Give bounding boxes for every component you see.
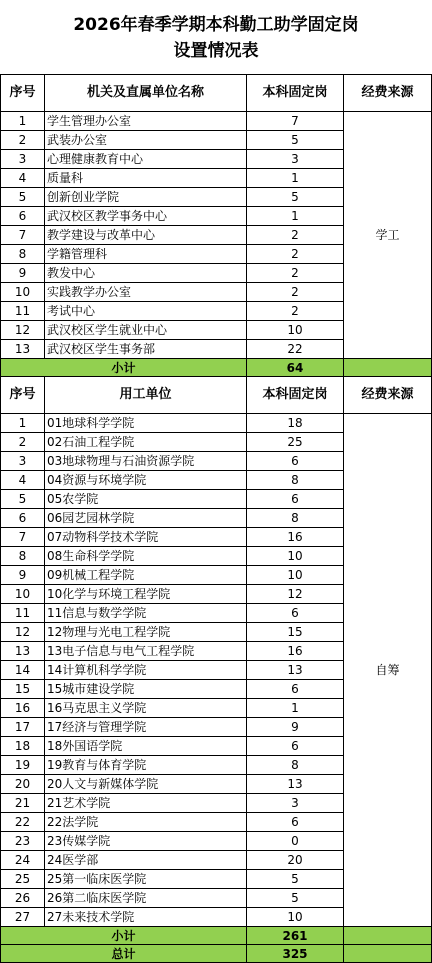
column-header: 机关及直属单位名称: [45, 75, 247, 112]
positions-table: [0, 74, 432, 963]
position-count: 15: [247, 623, 344, 642]
column-header: 序号: [1, 377, 45, 414]
position-count: 1: [247, 699, 344, 718]
unit-name: 12物理与光电工程学院: [45, 623, 247, 642]
unit-name: 14计算机科学学院: [45, 661, 247, 680]
unit-name: 创新创业学院: [45, 188, 247, 207]
row-number: 6: [1, 207, 45, 226]
row-number: 4: [1, 169, 45, 188]
unit-name: 考试中心: [45, 302, 247, 321]
row-number: 25: [1, 870, 45, 889]
position-count: 2: [247, 264, 344, 283]
row-number: 8: [1, 547, 45, 566]
unit-name: 04资源与环境学院: [45, 471, 247, 490]
column-header: 用工单位: [45, 377, 247, 414]
funding-source: 自筹: [344, 414, 432, 927]
position-count: 13: [247, 775, 344, 794]
row-number: 1: [1, 414, 45, 433]
subtotal-empty: [344, 927, 432, 945]
unit-name: 武汉校区学生就业中心: [45, 321, 247, 340]
row-number: 7: [1, 528, 45, 547]
position-count: 2: [247, 226, 344, 245]
unit-name: 19教育与体育学院: [45, 756, 247, 775]
unit-name: 06园艺园林学院: [45, 509, 247, 528]
unit-name: 武汉校区教学事务中心: [45, 207, 247, 226]
row-number: 4: [1, 471, 45, 490]
row-number: 23: [1, 832, 45, 851]
column-header: 本科固定岗: [247, 377, 344, 414]
row-number: 11: [1, 302, 45, 321]
position-count: 0: [247, 832, 344, 851]
position-count: 18: [247, 414, 344, 433]
unit-name: 11信息与数学学院: [45, 604, 247, 623]
position-count: 6: [247, 680, 344, 699]
unit-name: 10化学与环境工程学院: [45, 585, 247, 604]
row-number: 21: [1, 794, 45, 813]
subtotal-row: [1, 359, 432, 377]
position-count: 12: [247, 585, 344, 604]
unit-name: 20人文与新媒体学院: [45, 775, 247, 794]
row-number: 14: [1, 661, 45, 680]
unit-name: 16马克思主义学院: [45, 699, 247, 718]
row-number: 3: [1, 452, 45, 471]
unit-name: 22法学院: [45, 813, 247, 832]
subtotal-value: 261: [247, 927, 344, 945]
unit-name: 13电子信息与电气工程学院: [45, 642, 247, 661]
position-count: 3: [247, 794, 344, 813]
unit-name: 09机械工程学院: [45, 566, 247, 585]
position-count: 2: [247, 245, 344, 264]
row-number: 12: [1, 321, 45, 340]
unit-name: 学籍管理科: [45, 245, 247, 264]
position-count: 5: [247, 870, 344, 889]
row-number: 27: [1, 908, 45, 927]
page-title: 2026年春季学期本科勤工助学固定岗: [73, 15, 359, 35]
row-number: 15: [1, 680, 45, 699]
unit-name: 17经济与管理学院: [45, 718, 247, 737]
position-count: 10: [247, 908, 344, 927]
table-row: [1, 112, 432, 131]
unit-name: 02石油工程学院: [45, 433, 247, 452]
unit-name: 质量科: [45, 169, 247, 188]
position-count: 6: [247, 737, 344, 756]
position-count: 9: [247, 718, 344, 737]
position-count: 5: [247, 131, 344, 150]
row-number: 9: [1, 566, 45, 585]
position-count: 6: [247, 813, 344, 832]
unit-name: 24医学部: [45, 851, 247, 870]
unit-name: 03地球物理与石油资源学院: [45, 452, 247, 471]
total-row: [1, 945, 432, 963]
subtotal-value: 64: [247, 359, 344, 377]
position-count: 8: [247, 756, 344, 775]
position-count: 16: [247, 528, 344, 547]
section1-header-row: [1, 75, 432, 112]
column-header: 经费来源: [344, 377, 432, 414]
position-count: 2: [247, 283, 344, 302]
funding-source: 学工: [344, 112, 432, 359]
unit-name: 07动物科学技术学院: [45, 528, 247, 547]
row-number: 5: [1, 188, 45, 207]
unit-name: 08生命科学学院: [45, 547, 247, 566]
row-number: 10: [1, 283, 45, 302]
row-number: 9: [1, 264, 45, 283]
subtotal-label: 小计: [1, 359, 247, 377]
row-number: 24: [1, 851, 45, 870]
unit-name: 实践教学办公室: [45, 283, 247, 302]
column-header: 本科固定岗: [247, 75, 344, 112]
total-label: 总计: [1, 945, 247, 963]
row-number: 5: [1, 490, 45, 509]
unit-name: 心理健康教育中心: [45, 150, 247, 169]
position-count: 5: [247, 188, 344, 207]
position-count: 20: [247, 851, 344, 870]
unit-name: 27未来技术学院: [45, 908, 247, 927]
position-count: 8: [247, 471, 344, 490]
unit-name: 武装办公室: [45, 131, 247, 150]
row-number: 2: [1, 131, 45, 150]
position-count: 22: [247, 340, 344, 359]
subtotal-empty: [344, 359, 432, 377]
row-number: 19: [1, 756, 45, 775]
unit-name: 05农学院: [45, 490, 247, 509]
row-number: 20: [1, 775, 45, 794]
total-value: 325: [247, 945, 344, 963]
unit-name: 15城市建设学院: [45, 680, 247, 699]
row-number: 11: [1, 604, 45, 623]
unit-name: 教发中心: [45, 264, 247, 283]
row-number: 22: [1, 813, 45, 832]
row-number: 2: [1, 433, 45, 452]
subtotal-label: 小计: [1, 927, 247, 945]
row-number: 6: [1, 509, 45, 528]
position-count: 6: [247, 490, 344, 509]
unit-name: 学生管理办公室: [45, 112, 247, 131]
row-number: 3: [1, 150, 45, 169]
position-count: 16: [247, 642, 344, 661]
position-count: 1: [247, 169, 344, 188]
unit-name: 18外国语学院: [45, 737, 247, 756]
column-header: 序号: [1, 75, 45, 112]
row-number: 18: [1, 737, 45, 756]
column-header: 经费来源: [344, 75, 432, 112]
position-count: 10: [247, 547, 344, 566]
position-count: 8: [247, 509, 344, 528]
row-number: 13: [1, 340, 45, 359]
position-count: 5: [247, 889, 344, 908]
total-empty: [344, 945, 432, 963]
unit-name: 武汉校区学生事务部: [45, 340, 247, 359]
position-count: 3: [247, 150, 344, 169]
page-subtitle: 设置情况表: [173, 41, 259, 61]
unit-name: 教学建设与改革中心: [45, 226, 247, 245]
row-number: 10: [1, 585, 45, 604]
position-count: 10: [247, 566, 344, 585]
row-number: 12: [1, 623, 45, 642]
position-count: 10: [247, 321, 344, 340]
row-number: 16: [1, 699, 45, 718]
table-row: [1, 414, 432, 433]
unit-name: 25第一临床医学院: [45, 870, 247, 889]
section2-header-row: [1, 377, 432, 414]
row-number: 26: [1, 889, 45, 908]
unit-name: 23传媒学院: [45, 832, 247, 851]
unit-name: 01地球科学学院: [45, 414, 247, 433]
row-number: 13: [1, 642, 45, 661]
row-number: 7: [1, 226, 45, 245]
row-number: 1: [1, 112, 45, 131]
row-number: 8: [1, 245, 45, 264]
unit-name: 26第二临床医学院: [45, 889, 247, 908]
subtotal-row: [1, 927, 432, 945]
position-count: 6: [247, 604, 344, 623]
position-count: 7: [247, 112, 344, 131]
position-count: 13: [247, 661, 344, 680]
position-count: 6: [247, 452, 344, 471]
position-count: 1: [247, 207, 344, 226]
position-count: 2: [247, 302, 344, 321]
row-number: 17: [1, 718, 45, 737]
title-block: [0, 0, 432, 74]
position-count: 25: [247, 433, 344, 452]
unit-name: 21艺术学院: [45, 794, 247, 813]
